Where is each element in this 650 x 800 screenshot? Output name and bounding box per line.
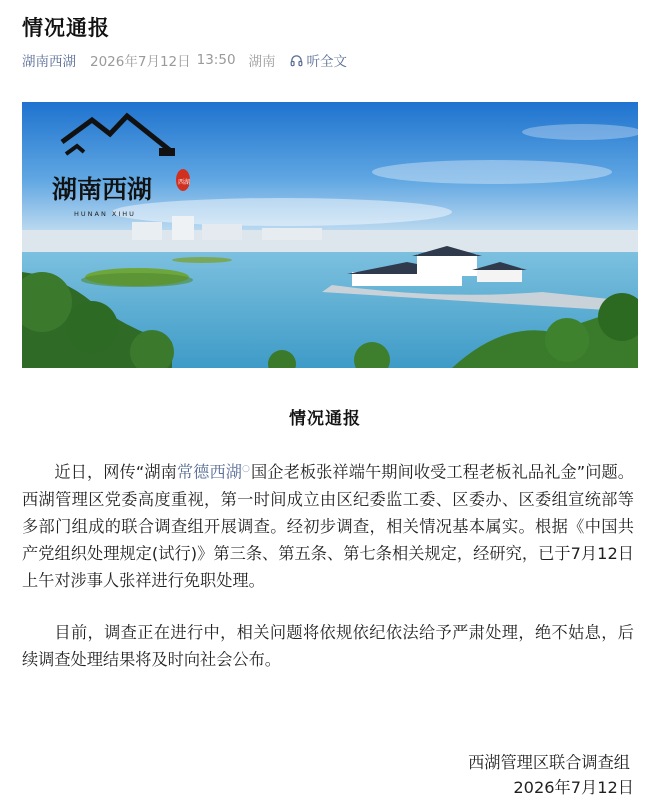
seal-text: 西湖 bbox=[178, 179, 191, 186]
notice-title: 情况通报 bbox=[289, 409, 361, 429]
listen-label: 听全文 bbox=[306, 54, 348, 70]
paragraph-2: 目前，调查正在进行中，相关问题将依规依纪依法给予严肃处理，绝不姑息，后续调查处理结果将及时向社会公布。 bbox=[22, 623, 634, 670]
article-title: 情况通报 bbox=[22, 16, 110, 40]
signature-org: 西湖管理区联合调查组 bbox=[468, 753, 630, 772]
publish-region: 湖南 bbox=[248, 54, 276, 70]
paragraph-1-lead: 近日，网传“湖南 bbox=[54, 462, 177, 482]
paragraph-1-rest: 国企老板张祥端午期间收受工程老板礼品礼金”问题。西湖管理区党委高度重视，第一时间成立由区纪委监工委、区委办、区委组宣统部等多部门组成的联合调查组开展调查。经初步调查，相关情况基本属实。根据《中国共产党组织处理规定(试行)》第三条、第五条、第七条相关规定，经研究，已于7月12日上午对涉事人张祥进行免职处理。 bbox=[22, 462, 634, 591]
account-name-link[interactable]: 湖南西湖 bbox=[22, 54, 76, 70]
listen-button[interactable] bbox=[290, 50, 348, 70]
logo-text: 湖南西湖 bbox=[52, 175, 153, 204]
search-icon[interactable]: ○ bbox=[242, 464, 250, 474]
article-meta bbox=[22, 50, 347, 70]
publish-time: 13:50 bbox=[196, 52, 236, 68]
lake-scenery-illustration bbox=[22, 102, 638, 368]
paragraph-1 bbox=[22, 456, 634, 594]
signature-date: 2026年7月12日 bbox=[513, 778, 634, 797]
publish-date: 2026年7月12日 bbox=[90, 54, 191, 70]
headphones-icon bbox=[290, 54, 303, 67]
search-link[interactable]: 常德西湖 bbox=[176, 462, 243, 482]
logo-pinyin: HUNAN XIHU bbox=[74, 210, 136, 218]
hero-image[interactable] bbox=[22, 102, 638, 368]
